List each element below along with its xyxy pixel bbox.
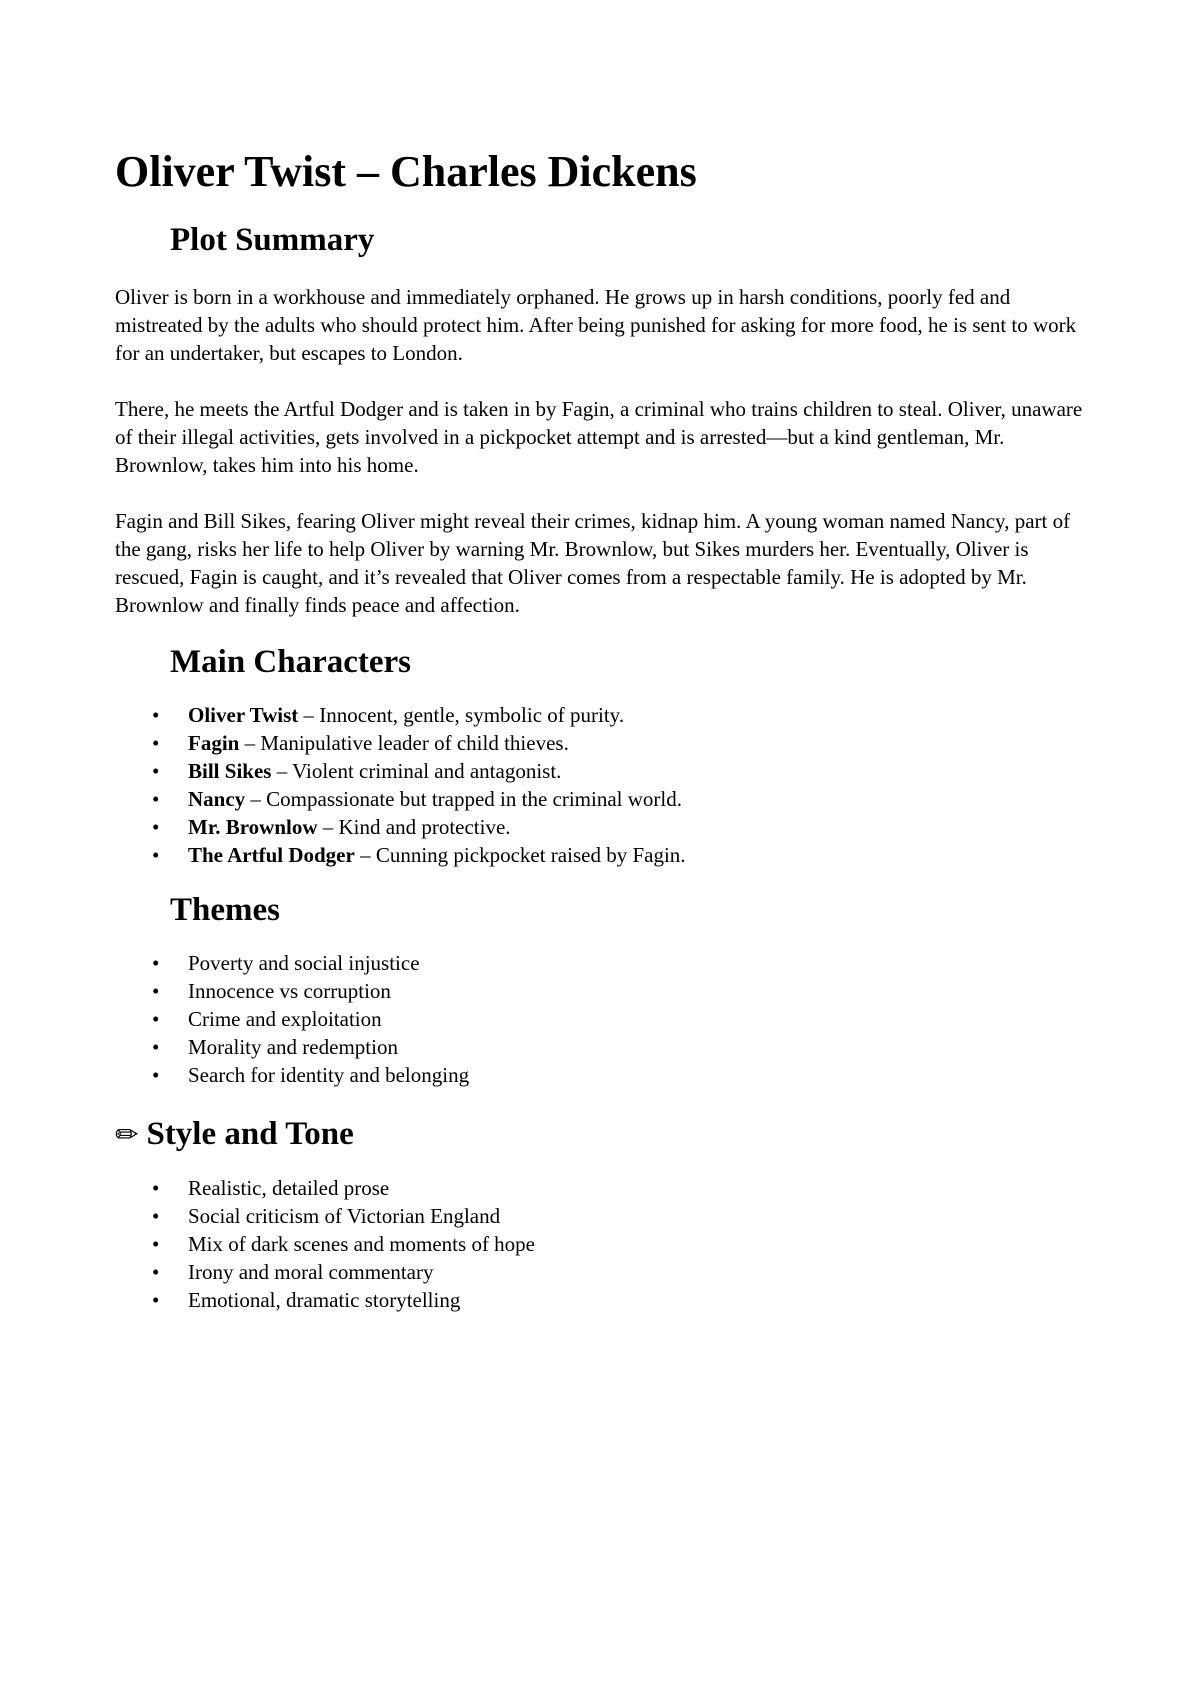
character-name: The Artful Dodger <box>188 843 355 867</box>
list-item <box>115 1005 1095 1033</box>
list-item <box>115 1174 1095 1202</box>
list-item <box>115 813 1095 841</box>
plot-paragraph: There, he meets the Artful Dodger and is taken in by Fagin, a criminal who trains children to steal. Oliver, unaware of their illegal activities, gets involved in a pickpocket attempt and is arrested—but a kind gentleman, Mr. Brownlow, takes him into his home. <box>115 397 1083 477</box>
list-item <box>115 841 1095 869</box>
bullet-icon: • <box>152 1260 160 1284</box>
plot-paragraph: Oliver is born in a workhouse and immediately orphaned. He grows up in harsh conditions, poorly fed and mistreated by the adults who should protect him. After being punished for asking for more food, he is sent to work for an undertaker, but escapes to London. <box>115 285 1077 365</box>
style-text: Emotional, dramatic storytelling <box>188 1288 461 1312</box>
page-title: Oliver Twist – Charles Dickens <box>115 147 697 196</box>
list-item <box>115 1033 1095 1061</box>
theme-text: Crime and exploitation <box>188 1007 382 1031</box>
theme-text: Innocence vs corruption <box>188 979 391 1003</box>
list-item <box>115 1258 1095 1286</box>
character-description: – Violent criminal and antagonist. <box>271 759 562 783</box>
theme-text: Morality and redemption <box>188 1035 398 1059</box>
bullet-icon: • <box>152 1176 160 1200</box>
bullet-icon: • <box>152 1288 160 1312</box>
style-and-tone-heading <box>115 1113 1095 1156</box>
style-text: Mix of dark scenes and moments of hope <box>188 1232 536 1256</box>
theme-text: Search for identity and belonging <box>188 1063 470 1087</box>
plot-summary-heading: Plot Summary <box>170 222 375 258</box>
list-item <box>115 701 1095 729</box>
style-text: Social criticism of Victorian England <box>188 1204 501 1228</box>
list-item <box>115 1061 1095 1089</box>
bullet-icon: • <box>152 843 160 867</box>
list-item <box>115 1202 1095 1230</box>
style-list <box>115 1174 1095 1314</box>
bullet-icon: • <box>152 759 160 783</box>
theme-text: Poverty and social injustice <box>188 951 420 975</box>
bullet-icon: • <box>152 1063 160 1087</box>
bullet-icon: • <box>152 979 160 1003</box>
character-name: Bill Sikes <box>188 759 272 783</box>
character-description: – Manipulative leader of child thieves. <box>239 731 569 755</box>
character-description: – Kind and protective. <box>317 815 511 839</box>
bullet-icon: • <box>152 1035 160 1059</box>
main-characters-heading: Main Characters <box>170 644 412 680</box>
list-item <box>115 757 1095 785</box>
list-item <box>115 977 1095 1005</box>
list-item <box>115 785 1095 813</box>
character-description: – Innocent, gentle, symbolic of purity. <box>298 703 625 727</box>
list-item <box>115 1230 1095 1258</box>
bullet-icon: • <box>152 731 160 755</box>
list-item <box>115 949 1095 977</box>
character-description: – Cunning pickpocket raised by Fagin. <box>354 843 686 867</box>
style-text: Irony and moral commentary <box>188 1260 434 1284</box>
character-name: Mr. Brownlow <box>188 815 318 839</box>
document-page <box>115 145 1095 1314</box>
list-item <box>115 1286 1095 1314</box>
character-name: Oliver Twist <box>188 703 299 727</box>
pencil-icon: ✏ <box>115 1118 139 1151</box>
list-item <box>115 729 1095 757</box>
bullet-icon: • <box>152 703 160 727</box>
bullet-icon: • <box>152 787 160 811</box>
themes-list <box>115 949 1095 1089</box>
character-name: Fagin <box>188 731 240 755</box>
character-description: – Compassionate but trapped in the criminal world. <box>245 787 682 811</box>
themes-heading: Themes <box>170 892 280 928</box>
bullet-icon: • <box>152 951 160 975</box>
bullet-icon: • <box>152 1204 160 1228</box>
style-heading-text: Style and Tone <box>146 1116 354 1152</box>
plot-paragraph: Fagin and Bill Sikes, fearing Oliver might reveal their crimes, kidnap him. A young woman named Nancy, part of the gang, risks her life to help Oliver by warning Mr. Brownlow, but Sikes murders her. Eventually, Oliver is rescued, Fagin is caught, and it’s revealed that Oliver comes from a respectable family. He is adopted by Mr. Brownlow and finally finds peace and affection. <box>115 509 1071 617</box>
style-text: Realistic, detailed prose <box>188 1176 390 1200</box>
bullet-icon: • <box>152 1232 160 1256</box>
bullet-icon: • <box>152 1007 160 1031</box>
character-name: Nancy <box>188 787 246 811</box>
bullet-icon: • <box>152 815 160 839</box>
characters-list <box>115 701 1095 869</box>
